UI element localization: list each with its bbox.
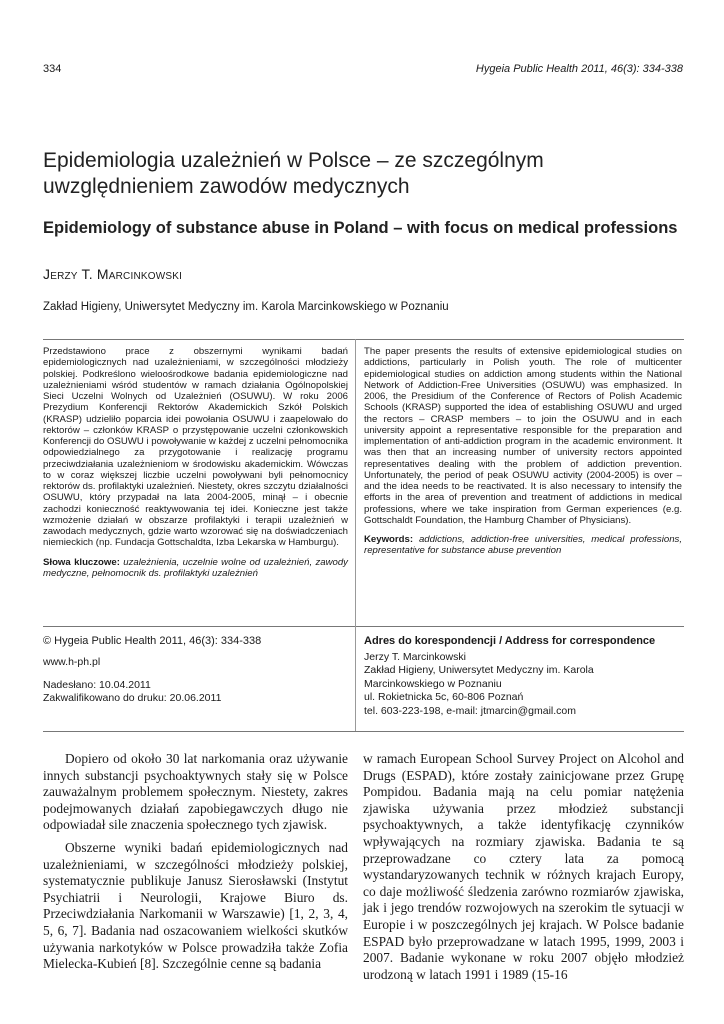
journal-url[interactable]: www.h-ph.pl — [43, 656, 101, 668]
copyright-line: © Hygeia Public Health 2011, 46(3): 334-338 — [43, 635, 262, 647]
accepted-date: Zakwalifikowano do druku: 20.06.2011 — [43, 692, 222, 704]
divider-vertical-abstract — [355, 339, 356, 626]
correspondence-line: ul. Rokietnicka 5c, 60-806 Poznań — [364, 691, 524, 703]
author-name: Jerzy T. Marcinkowski — [43, 266, 183, 282]
abstract-polish — [43, 346, 348, 579]
author-affiliation: Zakład Higieny, Uniwersytet Medyczny im. Karola Marcinkowskiego w Poznaniu — [43, 301, 449, 313]
abstract-polish-text: Przedstawiono prace z obszernymi wynikami badań epidemiologicznych nad uzależnieniami, w szczególności młodzieży polskiej. Podkreślono wieloośrodkowe badania epidemiologiczne nad uzależnieniami wśród studentów w ramach działania Ogólnopolskiej Sieci Uczelni Wolnych od Uzależnień (OSUWU). W roku 2006 Prezydium Konferencji Rektorów Akademickich Szkół Polskich (KRASP) udzieliło poparcia idei powołania OSUWU i zaapelowało do rektorów – członków KRASP o przystępowanie uczelni członkowskich Konferencji do OSUWU i powoływanie w każdej z uczelni pełnomocnika odpowiedzialnego za przygotowanie i realizację programu przeciwdziałania uzależnieniom w środowisku akademickim. Wówczas to w coraz większej liczbie uczelni powoływani byli pełnomocnicy rektorów ds. profilaktyki uzależnień. Niestety, okres szczytu działalności OSUWU, który przypadał na lata 2004-2005, minął – i obecnie zachodzi konieczność reaktywowania tej idei. Konieczne jest także wzmożenie działań w obszarze profilaktyki i terapii uzależnień w zawodach medycznych, gdzie warto wzorować się na doświadczeniach niemieckich (np. Fundacja Gottschaldta, Izba Lekarska w Hamburgu). — [43, 346, 349, 549]
correspondence-block — [364, 635, 684, 718]
divider-bottom — [43, 731, 684, 732]
divider-vertical-info — [355, 626, 356, 731]
keywords-english-text: addictions, addiction-free universities, medical professions, representative for substance abuse prevention — [364, 534, 682, 557]
abstract-english-text: The paper presents the results of extensive epidemiological studies on addictions, particularly in Polish youth. The role of multicenter epidemiological studies on addiction among students within the National Network of Addiction-Free Universities (OSUWU) was emphasized. In 2006, the Presidium of the Conference of Rectors of Polish Academic Schools (KRASP) supported the idea of establishing OSUWU and urged the rectors – CRASP members – to join the OSUWU and in each university appoint a representative responsible for the preparation and implementation of anti-addiction program in the academic environment. It was then that an increasing number of university rectors appointed representatives dealing with the problem of addiction prevention. Unfortunately, the period of peak OSUWU activity (2004-2005) is over – and the idea needs to be reactivated. It is also necessary to intensify the efforts in the area of prevention and treatment of addictions in medical professions, where we take inspiration from German experiences (e.g. Gottschaldt Foundation, the Hamburg Chamber of Physicians). — [364, 346, 682, 526]
publication-info — [43, 635, 348, 705]
body-paragraph: w ramach European School Survey Project on Alcohol and Drugs (ESPAD), które zostały zainicjowane przez Grupę Pompidou. Badania mają na celu pomiar natężenia zjawiska używania przez młodzież substancji psychoaktywnych, a także identyfikację czynników wpływających na rozmiary zjawiska. Badania te są przeprowadzane co cztery lata za pomocą wystandaryzowanych technik w różnych krajach Europy, co daje możliwość śledzenia zarówno rozmiarów zjawiska, jak i jego trendów rozwojowych na szerokim tle sytuacji w Europie i w poszczególnych jej krajach. W Polsce badanie ESPAD było przeprowadzane w latach 1995, 1999, 2003 i 2007. Badanie wykonane w roku 2007 objęło młodzież urodzoną w latach 1991 i 1989 (15-16 — [363, 751, 684, 982]
correspondence-line: Jerzy T. Marcinkowski — [364, 650, 466, 663]
body-column-right — [363, 751, 684, 983]
received-date: Nadesłano: 10.04.2011 — [43, 679, 151, 691]
page-number: 334 — [43, 63, 62, 75]
article-title-english: Epidemiology of substance abuse in Poland – with focus on medical professions — [43, 219, 678, 237]
correspondence-line: Marcinkowskiego w Poznaniu — [364, 677, 502, 690]
keywords-polish-label: Słowa kluczowe: — [43, 556, 120, 568]
correspondence-heading: Adres do korespondencji / Address for correspondence — [364, 635, 656, 647]
journal-citation: Hygeia Public Health 2011, 46(3): 334-338 — [475, 63, 683, 75]
body-paragraph: Obszerne wyniki badań epidemiologicznych nad uzależnieniami, w szczególności młodzieży polskiej, systematycznie publikuje Janusz Sierosławski (Instytut Psychiatrii i Neurologii, Krajowe Biuro ds. Przeciwdziałania Narkomanii w Warszawie) [1, 2, 3, 4, 5, 6, 7]. Badania nad oszacowaniem wielkości skutków używania narkotyków w Polsce prowadziła także Zofia Mielecka-Kubień [8]. Szczególnie cenne są badania — [43, 839, 348, 972]
keywords-polish-text: uzależnienia, uczelnie wolne od uzależnień, zawody medyczne, pełnomocnik ds. profilaktyki uzależnień — [43, 556, 348, 579]
article-title-polish: Epidemiologia uzależnień w Polsce – ze szczególnym uwzględnieniem zawodów medycznych — [43, 149, 544, 198]
body-column-left — [43, 751, 348, 973]
divider-top — [43, 339, 684, 340]
body-paragraph: Dopiero od około 30 lat narkomania oraz używanie innych substancji psychoaktywnych stały się w Polsce zauważalnym problemem społecznym. Niestety, zakres podejmowanych działań zapobiegawczych długo nie odpowiadał sile znaczenia społecznego tych zjawisk. — [43, 751, 348, 833]
divider-middle — [43, 626, 684, 627]
correspondence-line: Zakład Higieny, Uniwersytet Medyczny im. Karola — [364, 664, 594, 676]
abstract-english — [364, 346, 682, 557]
keywords-english — [364, 534, 682, 557]
keywords-english-label: Keywords: — [364, 534, 414, 545]
correspondence-contact: tel. 603-223-198, e-mail: jtmarcin@gmail.com — [364, 704, 576, 717]
keywords-polish — [43, 557, 348, 580]
